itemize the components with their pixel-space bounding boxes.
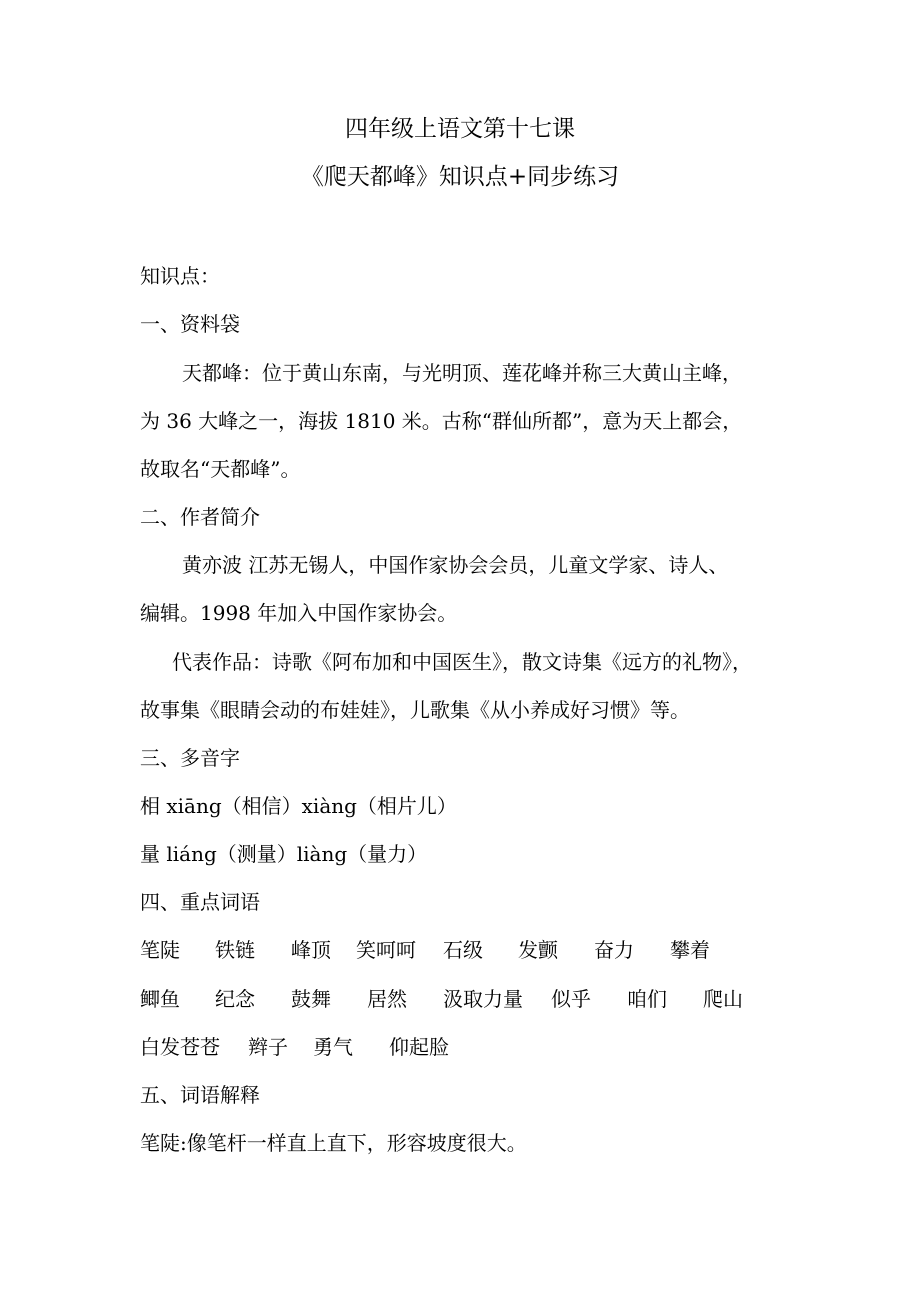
polyphone-line: 量 liáng（测量）liàng（量力） xyxy=(140,842,428,866)
paragraph-line: 故取名“天都峰”。 xyxy=(140,457,301,481)
key-word: 峰顶 xyxy=(291,938,331,962)
key-word: 居然 xyxy=(367,987,407,1011)
key-word: 笔陡 xyxy=(140,938,180,962)
key-word: 咱们 xyxy=(627,987,667,1011)
key-word: 铁链 xyxy=(215,938,255,962)
paragraph-line: 编辑。1998 年加入中国作家协会。 xyxy=(140,601,458,625)
key-word: 仰起脸 xyxy=(389,1035,449,1059)
key-word: 汲取力量 xyxy=(443,987,523,1011)
key-word: 鼓舞 xyxy=(291,987,331,1011)
document-subtitle: 《爬天都峰》知识点+同步练习 xyxy=(300,164,620,190)
key-word: 爬山 xyxy=(703,987,743,1011)
section-heading-materials: 一、资料袋 xyxy=(140,312,240,336)
document-title: 四年级上语文第十七课 xyxy=(345,116,575,142)
section-heading-word-explanations: 五、词语解释 xyxy=(140,1083,260,1107)
section-heading-polyphones: 三、多音字 xyxy=(140,746,240,770)
paragraph-line: 为 36 大峰之一，海拔 1810 米。古称“群仙所都”，意为天上都会， xyxy=(140,409,743,433)
key-word: 似乎 xyxy=(551,987,591,1011)
key-word: 石级 xyxy=(443,938,483,962)
paragraph-line: 故事集《眼睛会动的布娃娃》，儿歌集《从小养成好习惯》等。 xyxy=(140,698,690,722)
polyphone-line: 相 xiāng（相信）xiàng（相片儿） xyxy=(140,794,457,818)
key-word: 辫子 xyxy=(248,1035,288,1059)
section-heading-author: 二、作者简介 xyxy=(140,505,260,529)
key-word: 纪念 xyxy=(215,987,255,1011)
key-word: 勇气 xyxy=(313,1035,353,1059)
word-explanation-line: 笔陡:像笔杆一样直上直下，形容坡度很大。 xyxy=(140,1131,527,1155)
paragraph-line: 黄亦波 江苏无锡人，中国作家协会会员，儿童文学家、诗人、 xyxy=(182,553,729,577)
key-word: 攀着 xyxy=(670,938,710,962)
knowledge-label: 知识点： xyxy=(140,264,220,288)
key-word: 笑呵呵 xyxy=(356,938,416,962)
paragraph-line: 代表作品：诗歌《阿布加和中国医生》，散文诗集《远方的礼物》， xyxy=(172,650,752,674)
paragraph-line: 天都峰：位于黄山东南，与光明顶、莲花峰并称三大黄山主峰， xyxy=(182,361,742,385)
section-heading-key-words: 四、重点词语 xyxy=(140,890,260,914)
key-word: 鲫鱼 xyxy=(140,987,180,1011)
key-word: 白发苍苍 xyxy=(140,1035,220,1059)
key-word: 奋力 xyxy=(594,938,634,962)
key-word: 发颤 xyxy=(518,938,558,962)
